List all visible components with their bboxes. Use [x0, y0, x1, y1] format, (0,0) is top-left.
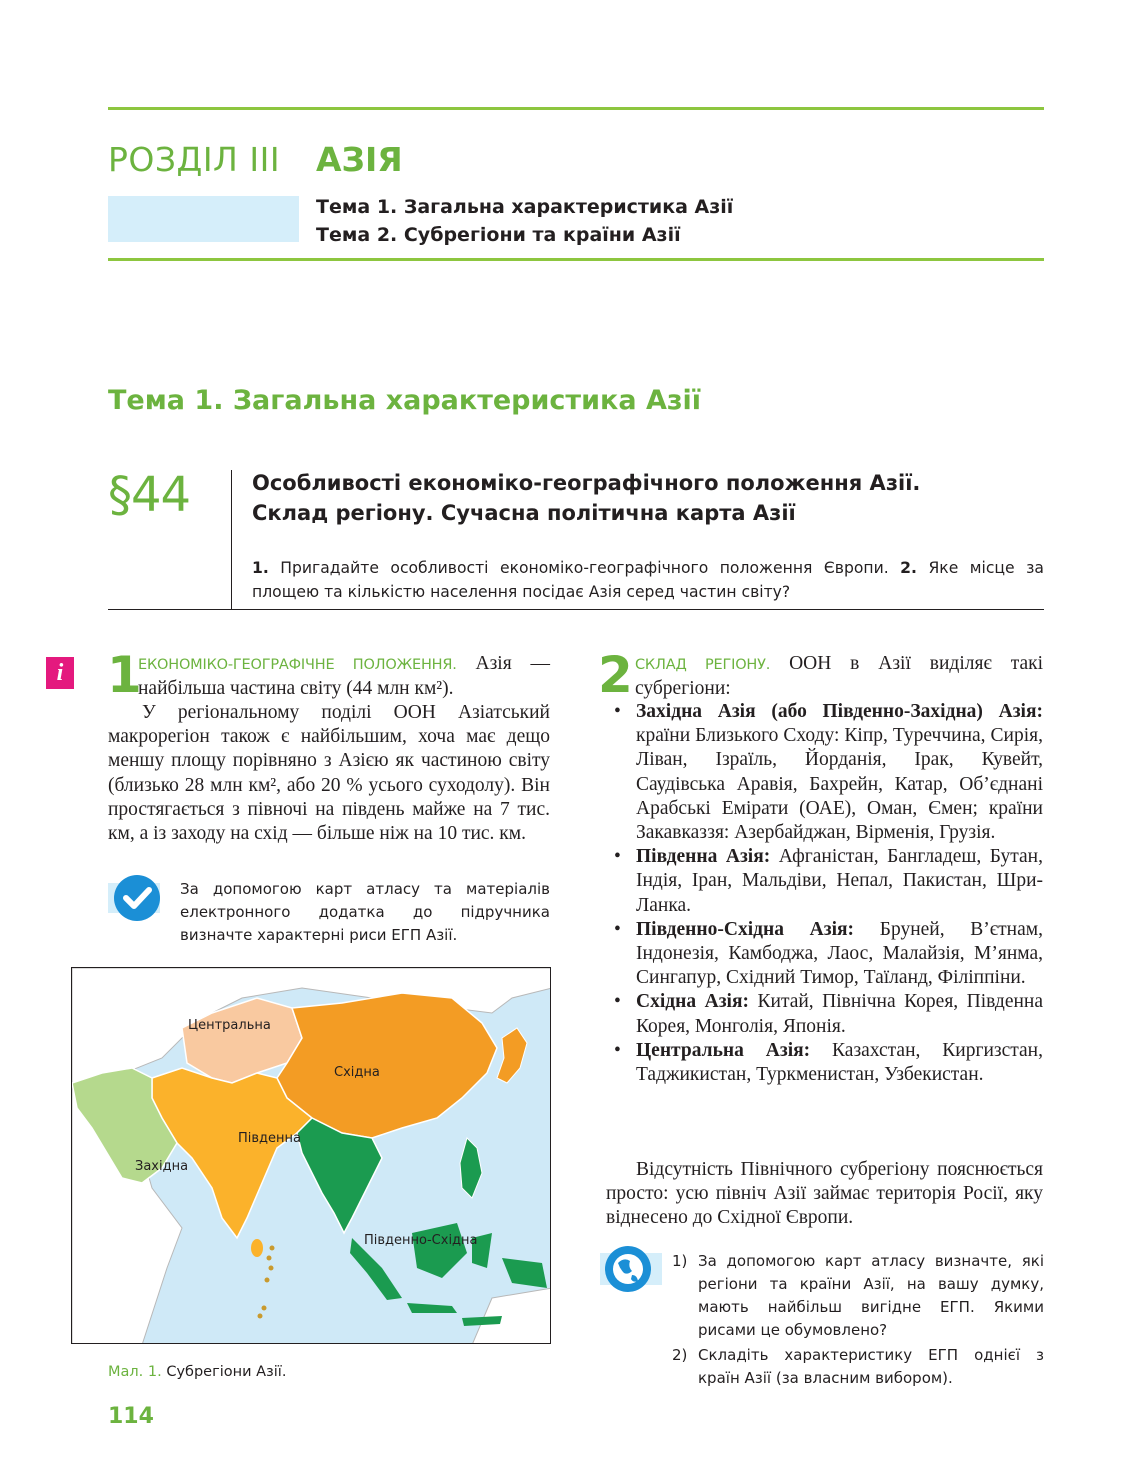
map-new-guinea-west [502, 1258, 547, 1288]
map-caption-text: Субрегіони Азії. [166, 1364, 287, 1380]
section-1-body: У регіональному поділі ООН Азіатський макрорегіон також є найбільшим, хоча має дещо меншу площу порівняно з Азією як частиною світу (близько 28 млн км², або 20 % усього суходолу). Він простягається з півночі на південь майже на 7 тис. км, а із заходу на схід — більше ніж на 10 тис. км. [108, 702, 550, 845]
paragraph-bottom-rule [108, 609, 1044, 610]
subregion-list-item: • Центральна Азія: Казахстан, Киргизстан, Таджикистан, Туркменистан, Узбекистан. [606, 1039, 1043, 1087]
section-2-lead [635, 652, 1043, 701]
map-label-south: Південна [238, 1131, 302, 1146]
task-item: 1) За допомогою карт атласу визначте, які регіони та країни Азії, на вашу думку, мають найбільш вигідне ЕГП. Якими рисами це обумовлено? [672, 1252, 1044, 1339]
info-icon: i [46, 657, 74, 689]
map-caption [108, 1364, 286, 1380]
section-2-closing: Відсутність Північного субрегіону пояснюється просто: усю північ Азії займає територія Росії, яку віднесено до Східної Європи. [606, 1159, 1043, 1229]
chapter-title: АЗІЯ [316, 140, 403, 179]
map-label-east: Східна [334, 1065, 380, 1080]
header-bottom-rule [108, 258, 1044, 261]
paragraph-number: §44 [108, 467, 191, 523]
map-sri-lanka [251, 1239, 263, 1257]
paragraph-divider-vertical [231, 470, 232, 610]
chapter-topics [316, 193, 733, 249]
subregion-list [606, 700, 1043, 1087]
map-label-west: Західна [135, 1159, 189, 1174]
subregion-list-item: • Західна Азія (або Південно-Західна) Азія: країни Близького Сходу: Кіпр, Туреччина, Сирія, Ліван, Ізраїль, Йорданія, Ірак, Кувейт, Саудівська Аравія, Бахрейн, Катар, Об’єднані Арабські Емірати (ОАЕ), Оман, Ємен; країни Закавказзя: Азербайджан, Вірменія, Грузія. [606, 700, 1043, 845]
map-philippines [460, 1138, 482, 1198]
section-2-heading: СКЛАД РЕГІОНУ. [635, 657, 771, 673]
subregion-list-item: • Східна Азія: Китай, Північна Корея, Південна Корея, Монголія, Японія. [606, 990, 1043, 1038]
map-caption-label: Мал. 1. [108, 1364, 162, 1380]
question-1-num: 1. [252, 559, 269, 577]
top-rule [108, 107, 1044, 110]
map-label-southeast: Південно-Східна [364, 1233, 478, 1248]
task-1-text: За допомогою карт атласу та матеріалів електронного додатка до підручника визначте характерні риси ЕГП Азії. [180, 880, 550, 944]
subregion-list-item: • Південна Азія: Афганістан, Бангладеш, Бутан, Індія, Іран, Мальдіви, Непал, Пакистан, Шри-Ланка. [606, 845, 1043, 918]
map-borneo [412, 1223, 467, 1278]
section-1-heading: ЕКОНОМІКО-ГЕОГРАФІЧНЕ ПОЛОЖЕННЯ. [138, 657, 457, 673]
check-icon [113, 874, 161, 922]
section-1-lead-text: Азія — найбільша частина світу (44 млн км²). [138, 653, 550, 700]
globe-icon [604, 1245, 652, 1293]
section-1-lead [138, 652, 550, 701]
page-number: 114 [108, 1404, 154, 1429]
section-2-lead-text: ООН в Азії виділяє такі субрегіони: [635, 653, 1044, 700]
section-2-tasks [672, 1250, 1044, 1390]
section-2-number: 2 [598, 646, 633, 704]
question-2-text: Яке місце за площею та кількістю населення посідає Азія серед частин світу? [252, 559, 1044, 601]
chapter-topic-1: Тема 1. Загальна характеристика Азії [316, 196, 734, 218]
map-label-central: Центральна [188, 1018, 271, 1033]
map-australia [472, 1288, 551, 1344]
paragraph-questions [252, 556, 1044, 604]
map-java [407, 1303, 457, 1313]
subregion-list-item: • Південно-Східна Азія: Бруней, В’єтнам, Індонезія, Камбоджа, Лаос, Малайзія, М’янма, Сингапур, Східний Тимор, Таїланд, Філіппіни. [606, 918, 1043, 991]
task-item: 2) Складіть характеристику ЕГП однієї з країн Азії (за власним вибором). [672, 1346, 1044, 1387]
chapter-label: РОЗДІЛ ІІІ [108, 140, 281, 179]
chapter-accent-block [108, 196, 299, 242]
asia-subregions-map [71, 967, 551, 1344]
section-1-number: 1 [107, 646, 142, 704]
question-2-num: 2. [900, 559, 917, 577]
chapter-topic-2: Тема 2. Субрегіони та країни Азії [316, 224, 681, 246]
topic-heading: Тема 1. Загальна характеристика Азії [108, 385, 702, 416]
map-japan [497, 1028, 527, 1083]
map-svg [72, 968, 551, 1344]
paragraph-title-line1: Особливості економіко-географічного положення Азії. [252, 471, 921, 495]
paragraph-title-line2: Склад регіону. Сучасна політична карта Азії [252, 501, 796, 525]
question-1-text: Пригадайте особливості економіко-географічного положення Європи. [280, 559, 889, 577]
paragraph-title [252, 468, 920, 528]
